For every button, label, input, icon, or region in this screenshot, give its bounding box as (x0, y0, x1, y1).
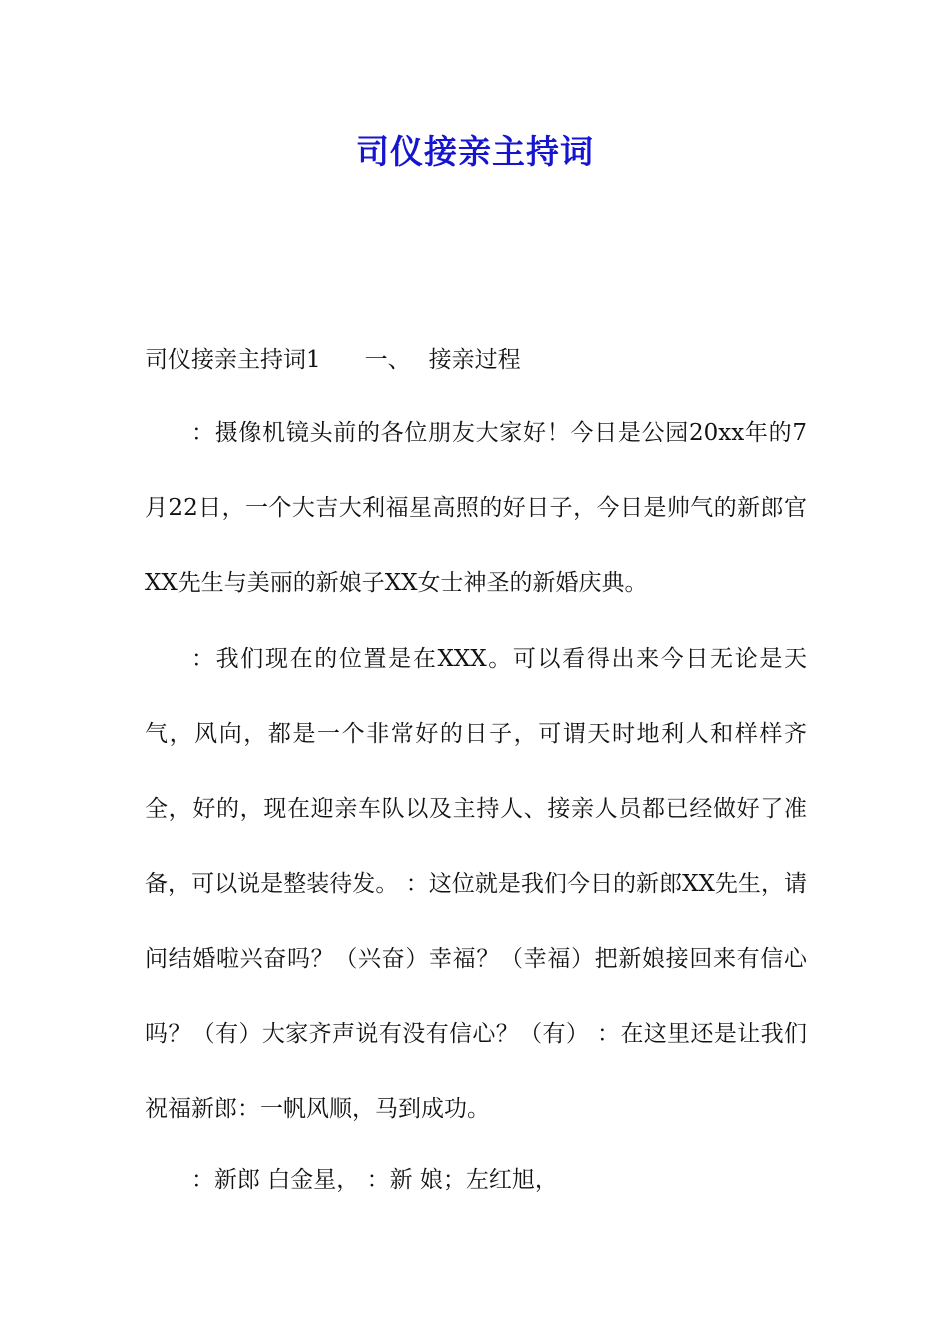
section-title: 接亲过程 (428, 347, 521, 373)
paragraph: ：摄像机镜头前的各位朋友大家好！今日是公园20xx年的7月22日，一个大吉大利福星高照的好日子，今日是帅气的新郎官XX先生与美丽的新娘子XX女士神圣的新婚庆典。 (145, 420, 807, 596)
section-number: 一、 (364, 347, 411, 373)
document-title: 司仪接亲主持词 (356, 132, 594, 171)
section-heading (145, 340, 521, 380)
paragraph: ：新郎 白金星， ：新 娘；左红旭， (191, 1167, 558, 1193)
paragraph: ：我们现在的位置是在XXX。可以看得出来今日无论是天气，风向，都是一个非常好的日子，可谓天时地利人和样样齐全，好的，现在迎亲车队以及主持人、接亲人员都已经做好了准备，可以说是整装待发。 ：这位就是我们今日的新郎XX先生，请问结婚啦兴奋吗？（兴奋）幸福？（幸福）把新娘接回来有信心吗？（有）大家齐声说有没有信心？（有） ：在这里还是让我们祝福新郎：一帆风顺，马到成功。 (145, 646, 807, 1122)
heading-label: 司仪接亲主持词1 (145, 347, 321, 373)
